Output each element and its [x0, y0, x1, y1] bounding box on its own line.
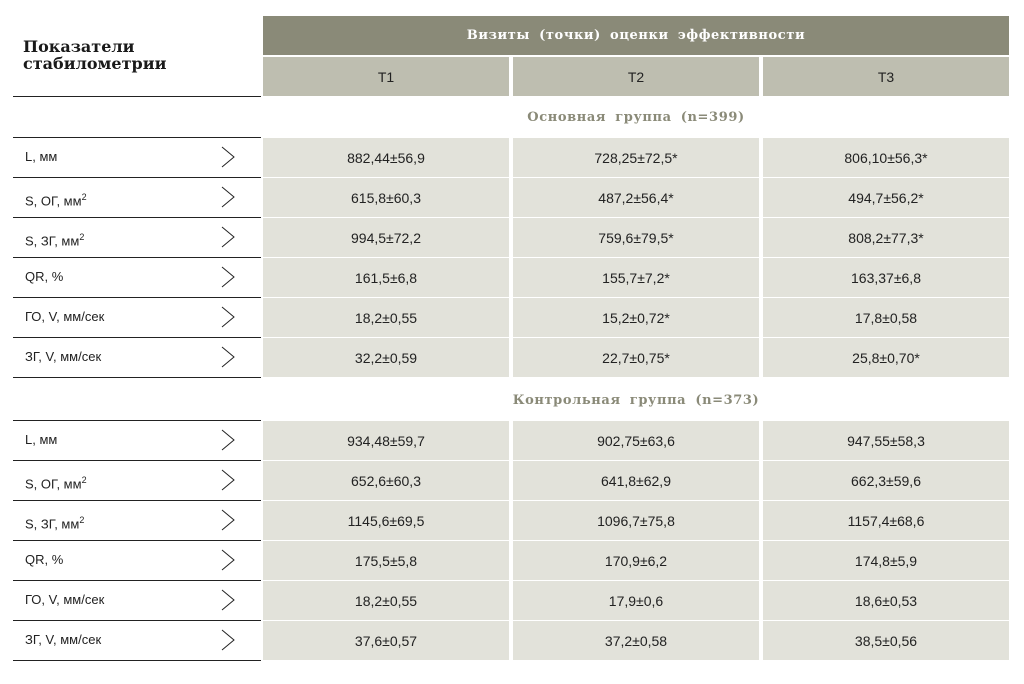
value-cell-t2: 22,7±0,75* [513, 338, 759, 377]
row-label: ГО, V, мм/сек [25, 309, 105, 324]
group-bottom-divider [13, 660, 261, 661]
value-cell-t1: 652,6±60,3 [263, 461, 509, 500]
row-label: S, ОГ, $мм^2$ [25, 475, 87, 492]
table-row [13, 420, 1009, 460]
value-cell-t2: 37,2±0,58 [513, 621, 759, 660]
value-cell-t2: 641,8±62,9 [513, 461, 759, 500]
value-cell-t2: 170,9±6,2 [513, 541, 759, 580]
value-cell-t3: 174,8±5,9 [763, 541, 1009, 580]
value-cell-t1: 37,6±0,57 [263, 621, 509, 660]
value-cell-t1: 994,5±72,2 [263, 218, 509, 257]
value-cell-t3: 947,55±58,3 [763, 421, 1009, 460]
value-cell-t2: 17,9±0,6 [513, 581, 759, 620]
table-row [13, 500, 1009, 540]
value-cell-t3: 25,8±0,70* [763, 338, 1009, 377]
row-label: S, ЗГ, $мм^2$ [25, 515, 85, 532]
row-label: ГО, V, мм/сек [25, 592, 105, 607]
value-cell-t1: 161,5±6,8 [263, 258, 509, 297]
value-cell-t3: 1157,4±68,6 [763, 501, 1009, 540]
row-label: S, ОГ, $мм^2$ [25, 192, 87, 209]
group-title: Контрольная группа (n=373) [512, 392, 760, 408]
row-label: L, мм [25, 432, 58, 447]
table-row [13, 137, 1009, 177]
chevron-right-icon [216, 588, 240, 612]
value-cell-t1: 18,2±0,55 [263, 581, 509, 620]
value-cell-t3: 17,8±0,58 [763, 298, 1009, 337]
value-cell-t3: 494,7±56,2* [763, 178, 1009, 217]
chevron-right-icon [216, 548, 240, 572]
chevron-right-icon [216, 185, 240, 209]
value-cell-t1: 934,48±59,7 [263, 421, 509, 460]
chevron-right-icon [216, 345, 240, 369]
value-cell-t1: 882,44±56,9 [263, 138, 509, 177]
timepoint-header-row [263, 57, 1009, 96]
chevron-right-icon [216, 428, 240, 452]
value-cell-t2: 15,2±0,72* [513, 298, 759, 337]
value-cell-t1: 18,2±0,55 [263, 298, 509, 337]
timepoint-t1: T1 [263, 57, 509, 96]
value-cell-t3: 38,5±0,56 [763, 621, 1009, 660]
indicator-column-header: Показатели стабилометрии [23, 37, 167, 73]
row-label: L, мм [25, 149, 58, 164]
chevron-right-icon [216, 265, 240, 289]
group-bottom-divider [13, 377, 261, 378]
value-cell-t2: 902,75±63,6 [513, 421, 759, 460]
row-label: ЗГ, V, мм/сек [25, 349, 102, 364]
table-row [13, 297, 1009, 337]
row-label: S, ЗГ, $мм^2$ [25, 232, 85, 249]
chevron-right-icon [216, 305, 240, 329]
chevron-right-icon [216, 508, 240, 532]
row-label: QR, % [25, 552, 64, 567]
chevron-right-icon [216, 145, 240, 169]
value-cell-t1: 615,8±60,3 [263, 178, 509, 217]
table-row [13, 177, 1009, 217]
header-divider [13, 96, 261, 97]
table-row [13, 460, 1009, 500]
table-row [13, 337, 1009, 377]
value-cell-t3: 662,3±59,6 [763, 461, 1009, 500]
value-cell-t1: 32,2±0,59 [263, 338, 509, 377]
value-cell-t3: 163,37±6,8 [763, 258, 1009, 297]
timepoint-t2: T2 [513, 57, 759, 96]
visits-header: Визиты (точки) оценки эффективности [263, 16, 1009, 55]
group-title: Основная группа (n=399) [527, 109, 745, 125]
value-cell-t2: 759,6±79,5* [513, 218, 759, 257]
chevron-right-icon [216, 468, 240, 492]
value-cell-t3: 806,10±56,3* [763, 138, 1009, 177]
table-row [13, 540, 1009, 580]
value-cell-t2: 1096,7±75,8 [513, 501, 759, 540]
table-row [13, 620, 1009, 660]
table-row [13, 580, 1009, 620]
row-label: QR, % [25, 269, 64, 284]
table-row [13, 217, 1009, 257]
value-cell-t1: 1145,6±69,5 [263, 501, 509, 540]
table-row [13, 257, 1009, 297]
row-label: ЗГ, V, мм/сек [25, 632, 102, 647]
value-cell-t3: 18,6±0,53 [763, 581, 1009, 620]
value-cell-t3: 808,2±77,3* [763, 218, 1009, 257]
chevron-right-icon [216, 628, 240, 652]
value-cell-t1: 175,5±5,8 [263, 541, 509, 580]
chevron-right-icon [216, 225, 240, 249]
value-cell-t2: 155,7±7,2* [513, 258, 759, 297]
timepoint-t3: T3 [763, 57, 1009, 96]
value-cell-t2: 487,2±56,4* [513, 178, 759, 217]
value-cell-t2: 728,25±72,5* [513, 138, 759, 177]
